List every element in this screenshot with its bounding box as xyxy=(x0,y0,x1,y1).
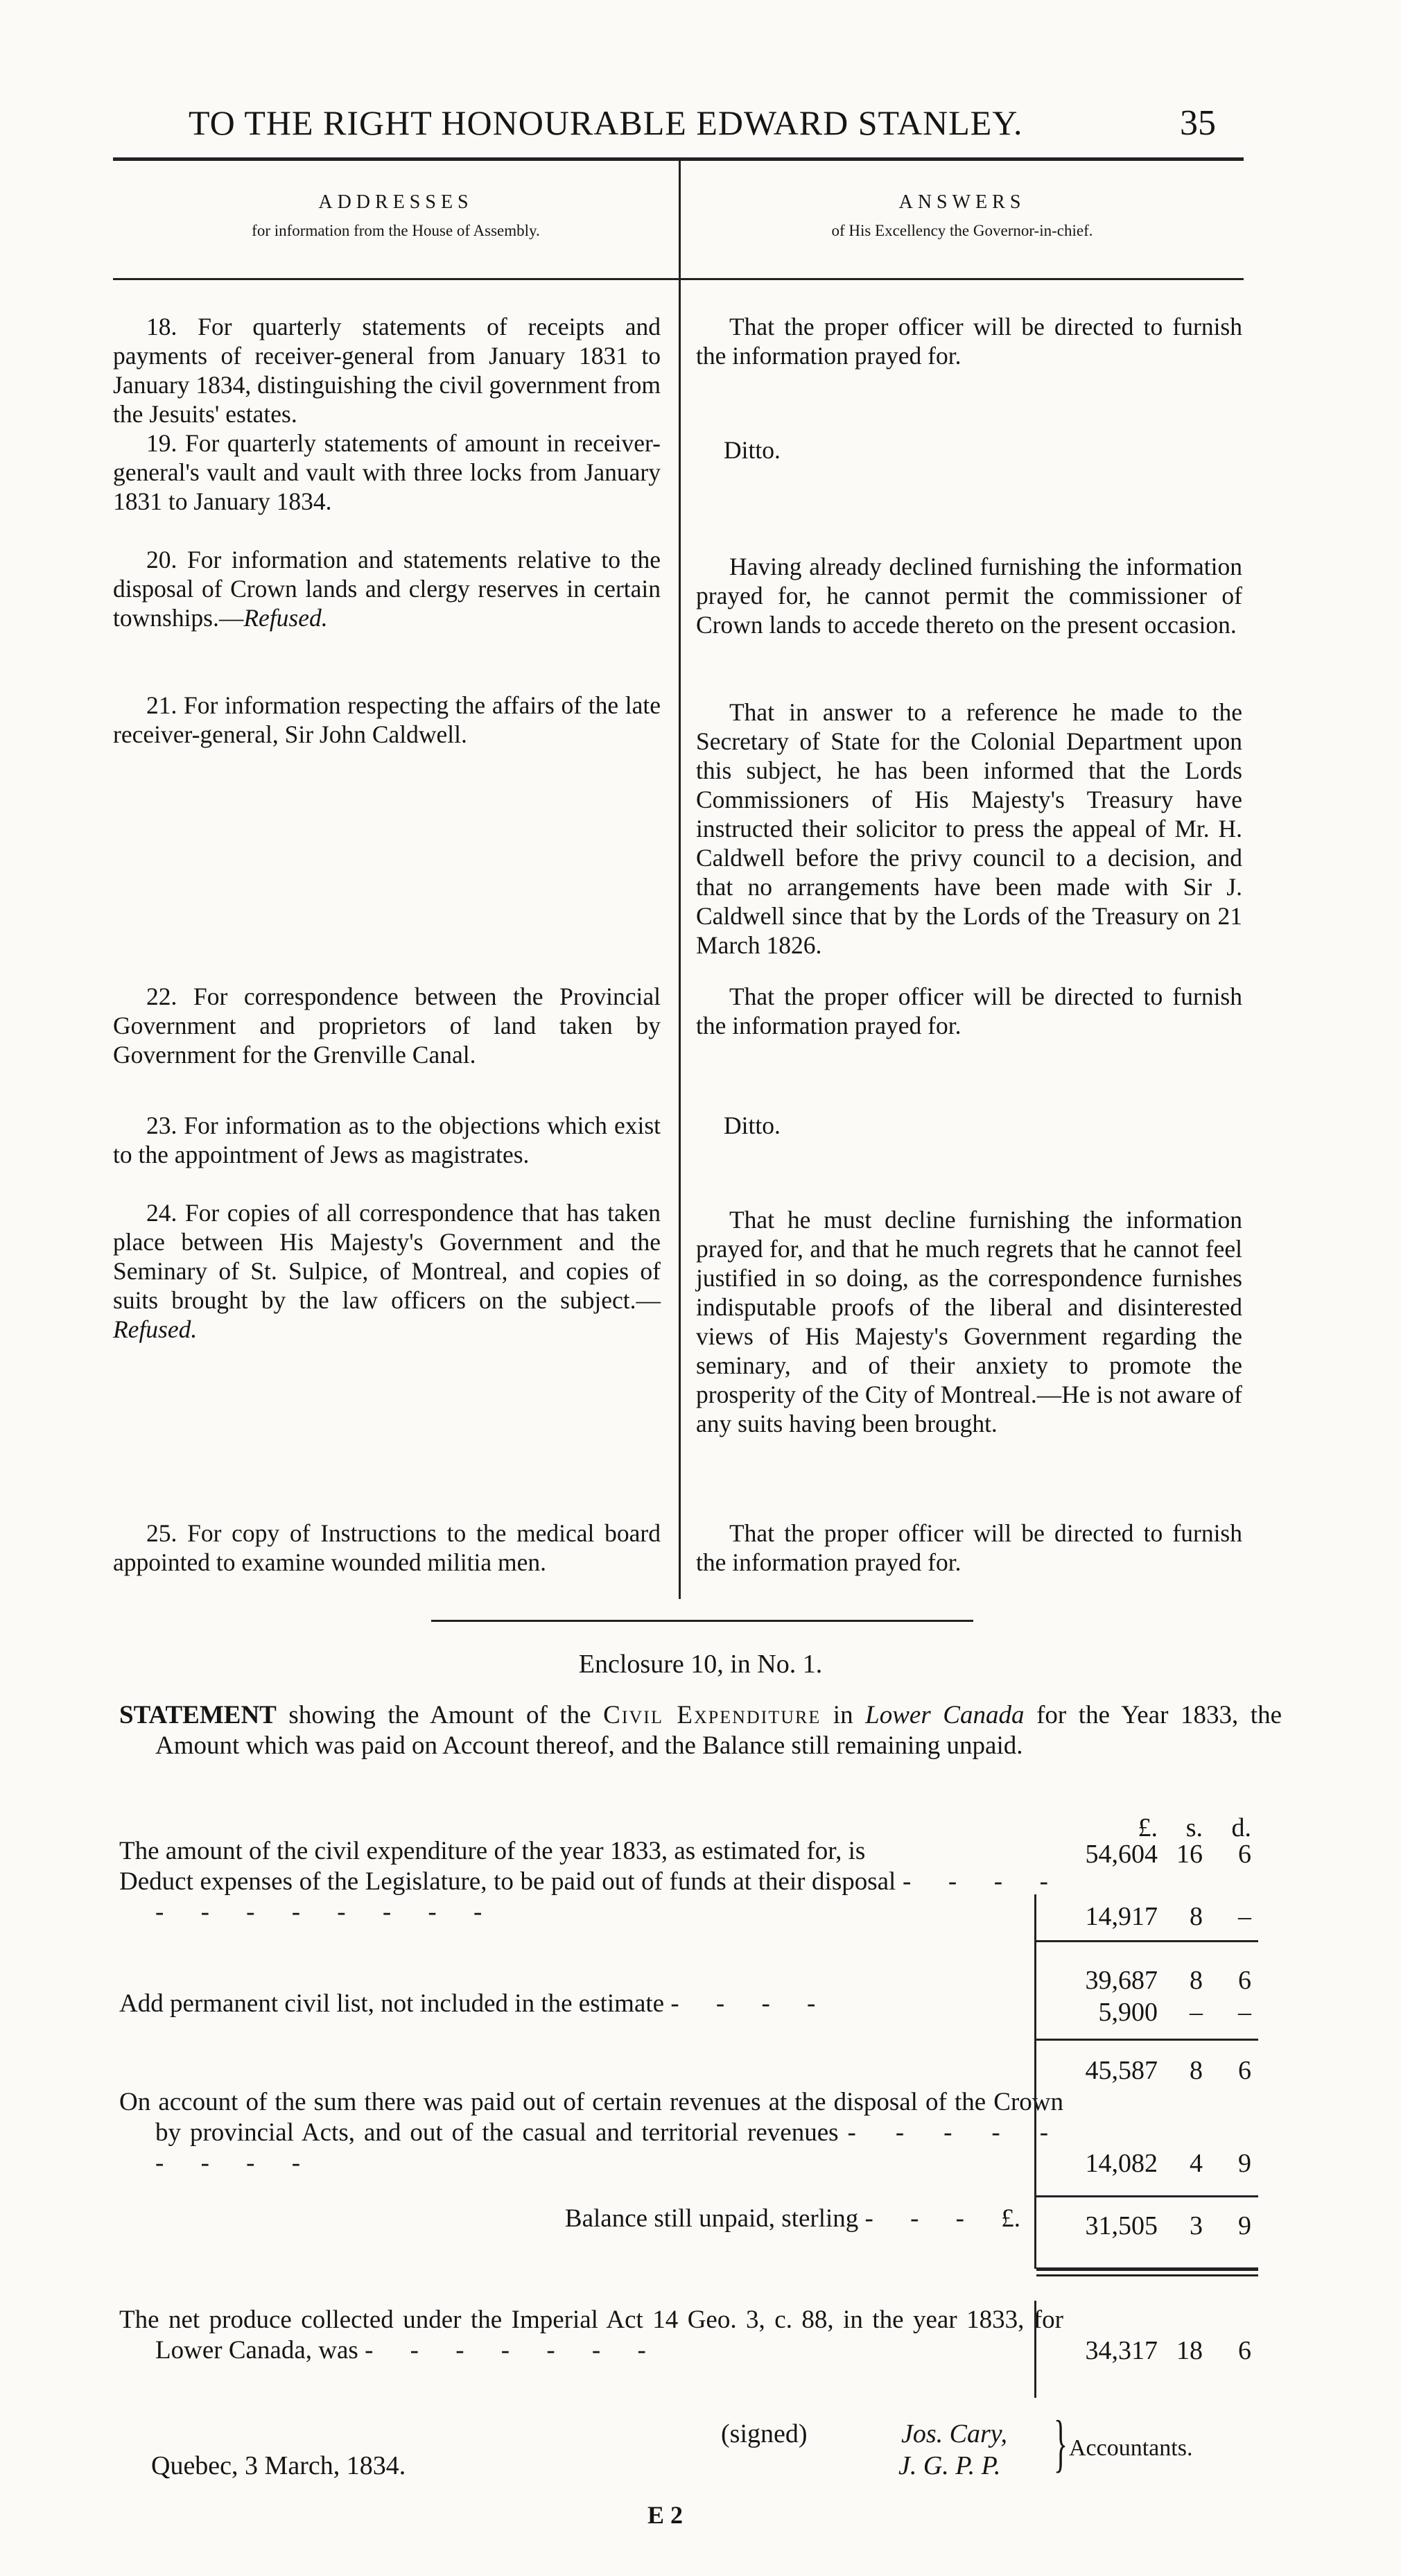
place-date: Quebec, 3 March, 1834. xyxy=(151,2451,406,2480)
currency-header: £. s. d. xyxy=(1138,1813,1251,1842)
column-divider xyxy=(679,161,681,1599)
answers-title: ANSWERS xyxy=(898,191,1026,213)
answer-24: That he must decline furnishing the information prayed for, and that he much regrets that he cannot feel justified in so doing, as the correspondence furnishes indisputable proofs of the liberal and disinterested views of His Majesty's Government regarding the seminary, and of their anxiety to promote the prosperity of the City of Montreal.—He is not aware of any suits having been brought. xyxy=(696,1206,1242,1437)
address-22: 22. For correspondence between the Provincial Government and proprietors of land taken by Government for the Grenville Canal. xyxy=(113,983,661,1069)
answer-25: That the proper officer will be directed to furnish the information prayed for. xyxy=(696,1519,1242,1576)
refused-label: Refused. xyxy=(243,604,328,632)
answer-22: That the proper officer will be directed to furnish the information prayed for. xyxy=(696,983,1242,1039)
amount-permanent: 5,900 – – xyxy=(1098,1998,1251,2027)
accountants-label: Accountants. xyxy=(1069,2435,1193,2461)
address-20: 20. For information and statements relative to the disposal of Crown lands and clergy reserves in certain townships.—Refused. xyxy=(113,546,661,632)
amount-subtotal-2: 45,587 8 6 xyxy=(1085,2056,1251,2085)
signatory-1: Jos. Cary, xyxy=(901,2419,1008,2448)
subtotal-rule xyxy=(1036,2039,1258,2041)
section-rule xyxy=(431,1620,973,1622)
total-rule xyxy=(1036,2274,1258,2276)
address-25: 25. For copy of Instructions to the medical board appointed to examine wounded militia men. xyxy=(113,1519,661,1576)
addresses-column-heading xyxy=(113,191,679,240)
signed-label: (signed) xyxy=(721,2419,808,2448)
answer-18: That the proper officer will be directed to furnish the information prayed for. xyxy=(696,313,1242,370)
amount-column-rule-net xyxy=(1034,2301,1038,2398)
addresses-subtitle: for information from the House of Assembly. xyxy=(252,222,540,239)
heading-rule xyxy=(113,278,1244,280)
answer-23: Ditto. xyxy=(724,1112,781,1139)
item-deduct: Deduct expenses of the Legislature, to be paid out of funds at their disposal - - - - - - - - - - - - xyxy=(119,1867,1064,1926)
address-23: 23. For information as to the objections which exist to the appointment of Jews as magistrates. xyxy=(113,1112,661,1168)
answers-column-heading xyxy=(681,191,1244,240)
answer-21: That in answer to a reference he made to the Secretary of State for the Colonial Department upon this subject, he has been informed that the Lords Commissioners of His Majesty's Treasury have instructed their solicitor to press the appeal of Mr. H. Caldwell before the privy council to a decision, and that no arrangements have been made with Sir J. Caldwell since that by the Lords of the Treasury on 21 March 1826. xyxy=(696,698,1242,959)
total-rule xyxy=(1036,2267,1258,2271)
address-19: 19. For quarterly statements of amount in receiver-general's vault and vault with three locks from January 1831 to January 1834. xyxy=(113,429,661,515)
subtotal-rule xyxy=(1036,1940,1258,1942)
item-paid: On account of the sum there was paid out of certain revenues at the disposal of the Crown by provincial Acts, and out of the casual and territorial revenues - - - - - - - - - xyxy=(119,2088,1064,2177)
amount-paid: 14,082 4 9 xyxy=(1085,2149,1251,2178)
amount-deduct: 14,917 8 – xyxy=(1085,1902,1251,1931)
amount-subtotal-1: 39,687 8 6 xyxy=(1085,1966,1251,1995)
amount-estimated: 54,604 16 6 xyxy=(1085,1840,1251,1869)
signature-mark: E 2 xyxy=(647,2501,684,2529)
running-header: TO THE RIGHT HONOURABLE EDWARD STANLEY. xyxy=(189,103,1023,142)
signatory-2: J. G. P. P. xyxy=(898,2451,1001,2480)
statement-heading: STATEMENT showing the Amount of the Civil Expenditure in Lower Canada for the Year 1833, the Amount which was paid on Account thereof, and the Balance still remaining unpaid. xyxy=(119,1701,1282,1760)
amount-column-rule xyxy=(1034,1894,1038,2269)
address-18: 18. For quarterly statements of receipts and payments of receiver-general from January 1831 to January 1834, distinguishing the civil government from the Jesuits' estates. xyxy=(113,313,661,428)
address-21: 21. For information respecting the affairs of the late receiver-general, Sir John Caldwell. xyxy=(113,691,661,748)
item-estimated: The amount of the civil expenditure of the year 1833, as estimated for, is xyxy=(119,1837,866,1865)
amount-balance: 31,505 3 9 xyxy=(1085,2211,1251,2240)
page-number: 35 xyxy=(1180,103,1216,143)
item-net: The net produce collected under the Imperial Act 14 Geo. 3, c. 88, in the year 1833, for Lower Canada, was - - - - - - - xyxy=(119,2306,1063,2365)
amount-net: 34,317 18 6 xyxy=(1085,2336,1251,2365)
answer-19: Ditto. xyxy=(724,436,781,464)
answers-subtitle: of His Excellency the Governor-in-chief. xyxy=(831,222,1093,239)
answer-20: Having already declined furnishing the information prayed for, he cannot permit the commissioner of Crown lands to accede thereto on the present occasion. xyxy=(696,553,1242,639)
brace: } xyxy=(1054,2408,1068,2478)
addresses-title: ADDRESSES xyxy=(318,191,473,213)
refused-label: Refused. xyxy=(113,1315,198,1343)
enclosure-title: Enclosure 10, in No. 1. xyxy=(578,1650,823,1679)
address-24: 24. For copies of all correspondence that has taken place between His Majesty's Government and the Seminary of St. Sulpice, of Montreal, and copies of suits brought by the law officers on the subject.—Refused. xyxy=(113,1199,661,1343)
subtotal-rule xyxy=(1036,2195,1258,2197)
item-permanent: Add permanent civil list, not included in the estimate - - - - xyxy=(119,1989,831,2018)
item-balance: Balance still unpaid, sterling - - - £. xyxy=(564,2204,1020,2233)
